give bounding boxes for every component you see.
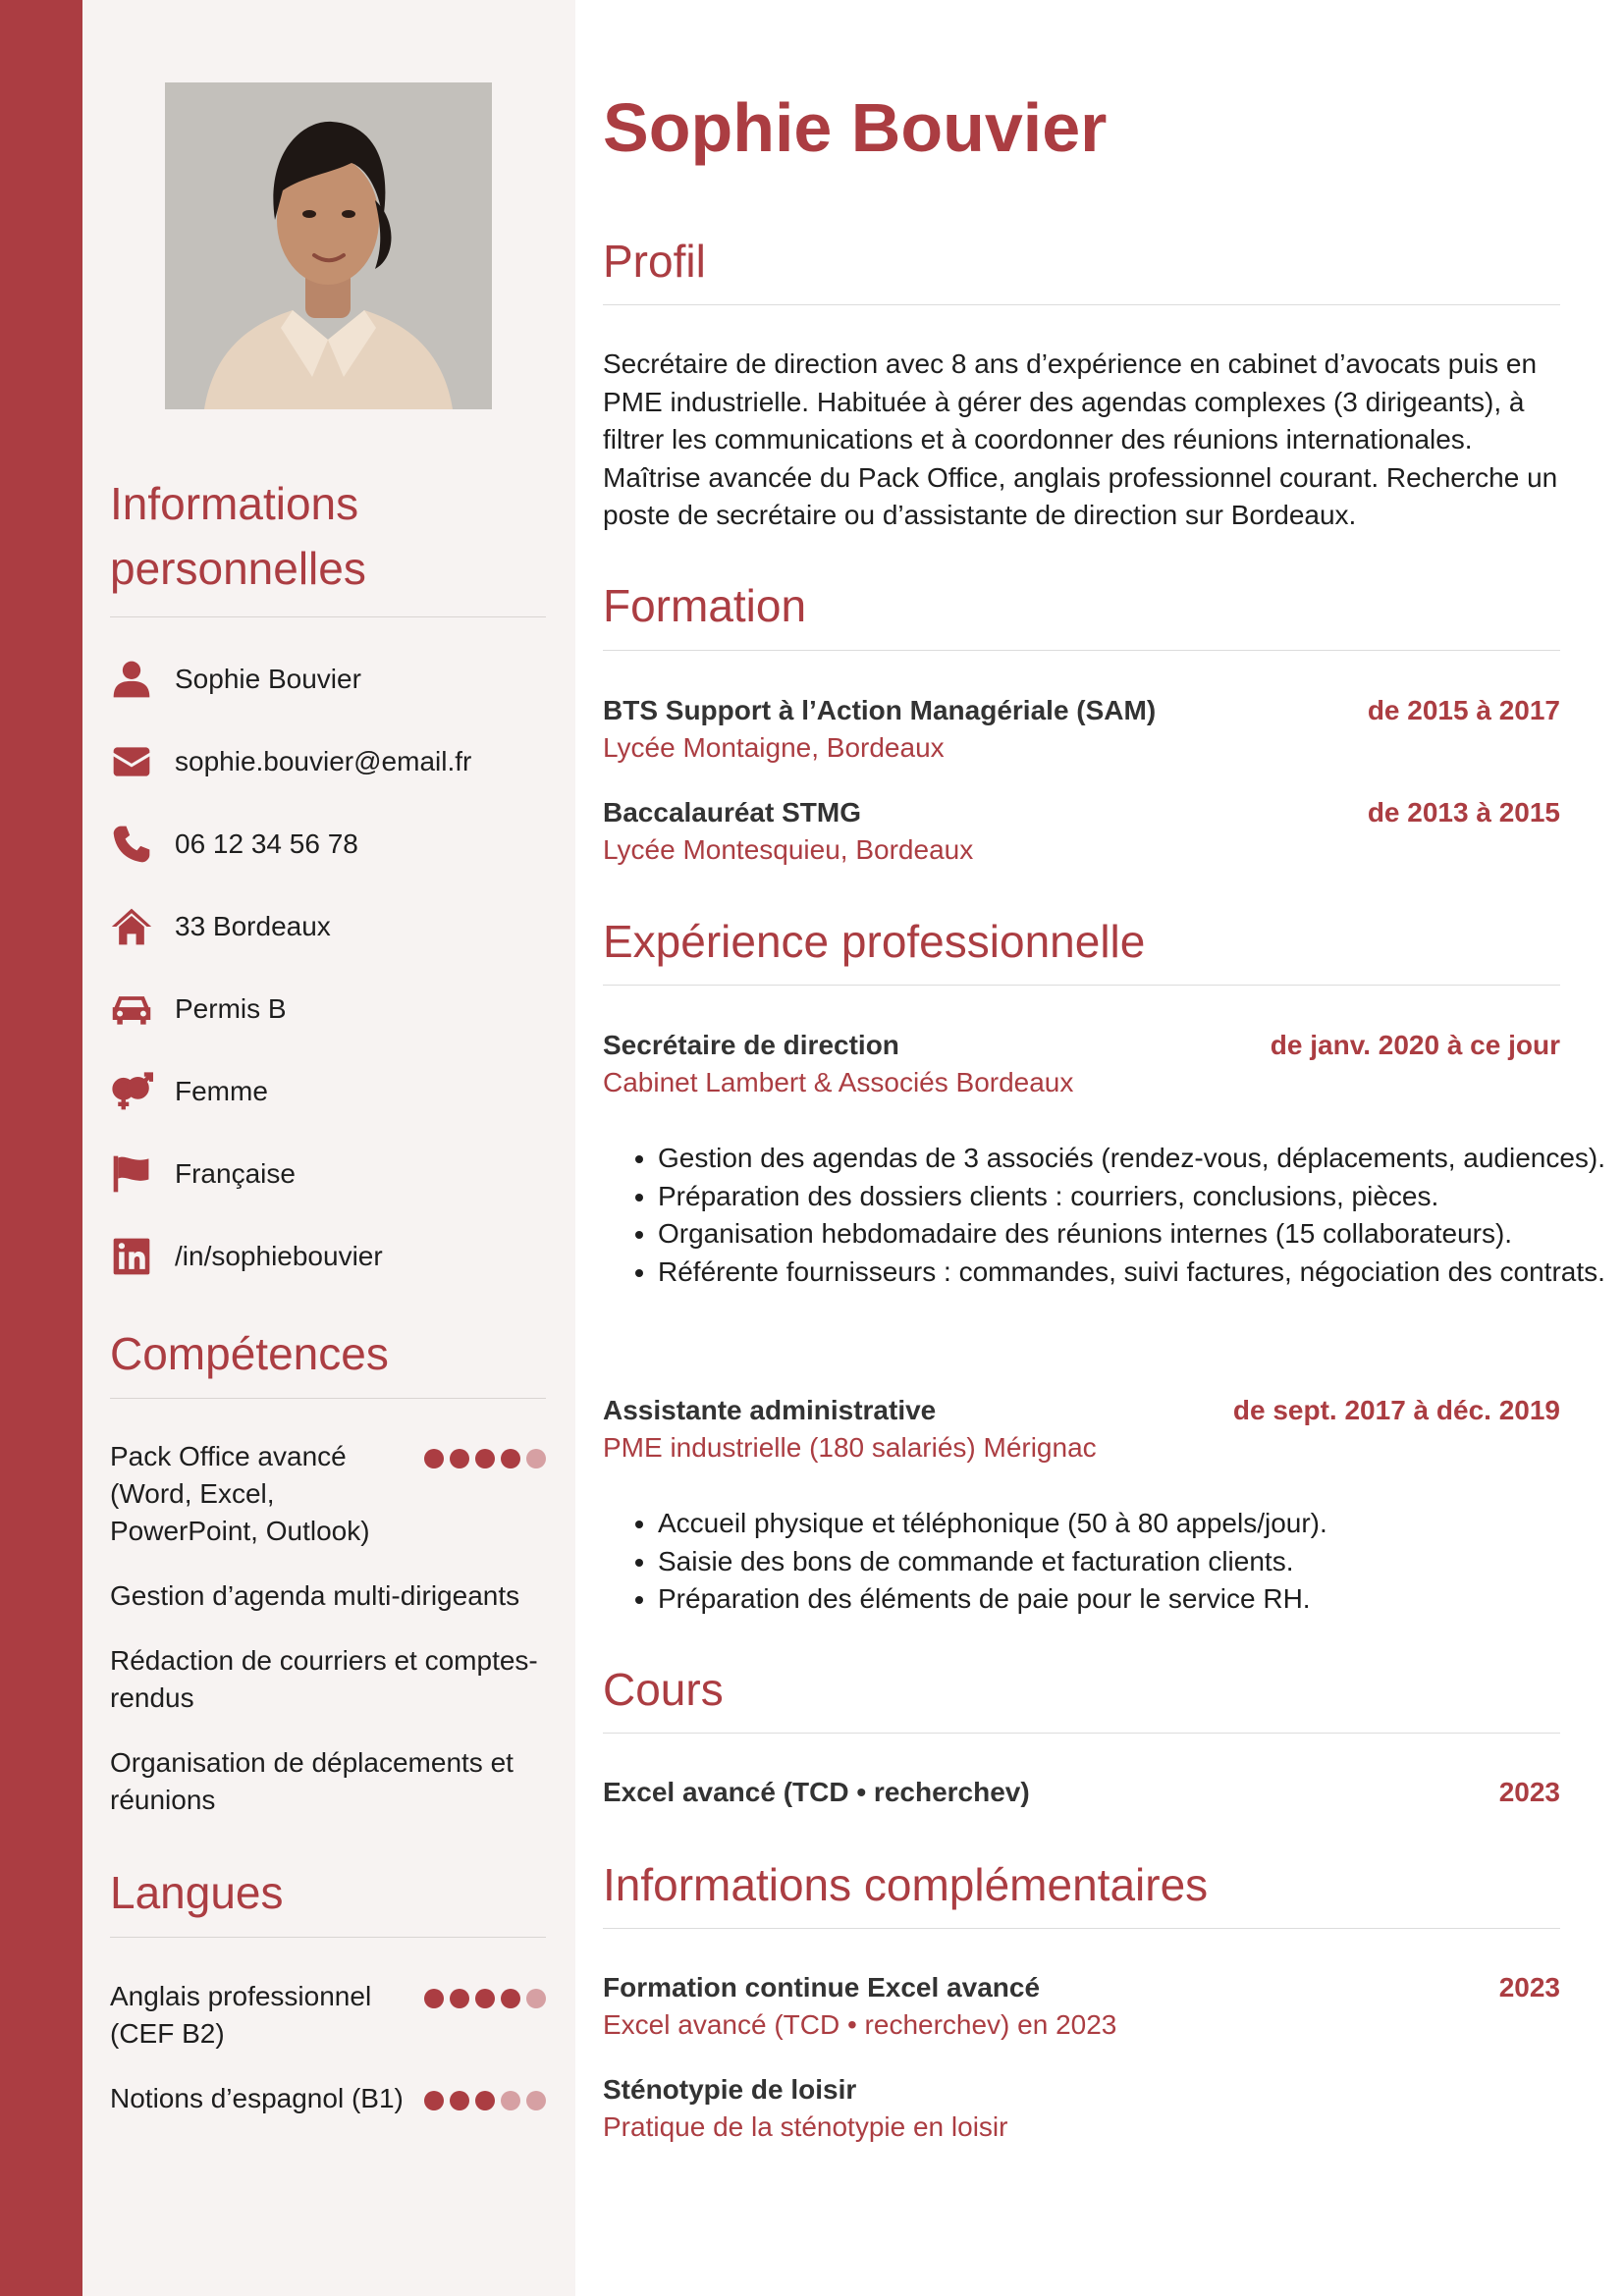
experience-entry xyxy=(603,1392,1560,1429)
extra-title: Formation continue Excel avancé xyxy=(603,1972,1041,2002)
school-name: Lycée Montaigne, Bordeaux xyxy=(603,732,945,763)
profile-photo xyxy=(165,82,492,409)
level-dot xyxy=(475,1989,495,2008)
info-row-gender xyxy=(110,1050,546,1133)
courses-heading: Cours xyxy=(603,1664,724,1715)
accent-bar xyxy=(0,0,82,2296)
job-tasks xyxy=(603,1140,1615,1291)
level-dot xyxy=(526,1989,546,2008)
level-dot xyxy=(450,1989,469,2008)
extra-entry xyxy=(603,2071,1560,2109)
info-row-name xyxy=(110,638,546,721)
linkedin-icon xyxy=(110,1235,153,1278)
level-dot xyxy=(475,1449,495,1468)
extra-info-heading: Informations complémentaires xyxy=(603,1859,1209,1910)
task-item: • Préparation des dossiers clients : courriers, conclusions, pièces. xyxy=(658,1178,1615,1216)
skill-name: Pack Office avancé (Word, Excel, PowerPoint, Outlook) xyxy=(110,1441,370,1546)
info-text: 33 Bordeaux xyxy=(175,911,331,941)
flag-icon xyxy=(110,1152,153,1196)
info-row-linkedin xyxy=(110,1215,546,1298)
email-link[interactable]: sophie.bouvier@email.fr xyxy=(175,746,472,776)
candidate-name: Sophie Bouvier xyxy=(603,89,1108,166)
divider xyxy=(110,1398,546,1399)
education-entry xyxy=(603,794,1560,831)
info-row-address xyxy=(110,885,546,968)
date-range: de 2015 à 2017 xyxy=(1367,695,1560,725)
level-dot xyxy=(450,2091,469,2110)
extra-title: Sténotypie de loisir xyxy=(603,2074,857,2105)
task-item: • Accueil physique et téléphonique (50 à 80 appels/jour). xyxy=(658,1505,1615,1543)
school-name: Lycée Montesquieu, Bordeaux xyxy=(603,834,974,865)
experience-entry xyxy=(603,1027,1560,1064)
task-item: • Référente fournisseurs : commandes, suivi factures, négociation des contrats. xyxy=(658,1254,1615,1292)
skill-name: Gestion d’agenda multi-dirigeants xyxy=(110,1580,520,1611)
education-heading: Formation xyxy=(603,580,807,631)
language-item xyxy=(110,1978,546,2053)
company-name: Cabinet Lambert & Associés Bordeaux xyxy=(603,1067,1074,1097)
person-icon xyxy=(110,658,153,701)
language-level-dots xyxy=(424,2080,546,2117)
divider xyxy=(603,985,1560,986)
language-item xyxy=(110,2080,546,2117)
skill-name: Organisation de déplacements et réunions xyxy=(110,1747,514,1815)
degree-title: Baccalauréat STMG xyxy=(603,797,861,828)
education-entry xyxy=(603,692,1560,729)
info-text: Femme xyxy=(175,1076,268,1106)
level-dot xyxy=(424,1449,444,1468)
level-dot xyxy=(450,1449,469,1468)
job-title: Assistante administrative xyxy=(603,1395,937,1425)
extra-date: 2023 xyxy=(1498,1972,1560,2002)
task-item: • Gestion des agendas de 3 associés (rendez-vous, déplacements, audiences). xyxy=(658,1140,1615,1178)
language-name: Notions d’espagnol (B1) xyxy=(110,2083,404,2113)
profile-text: Secrétaire de direction avec 8 ans d’expérience en cabinet d’avocats puis en PME industrielle. Habituée à gérer des agendas complexes (3 dirigeants), à filtrer les communications et à coordonner des réunions internationales. Maîtrise avancée du Pack Office, anglais professionnel courant. Recherche un poste de secrétaire ou d’assistante de direction sur Bordeaux. xyxy=(603,348,1558,530)
course-date: 2023 xyxy=(1498,1777,1560,1807)
divider xyxy=(603,650,1560,651)
divider xyxy=(603,1928,1560,1929)
skills-heading: Compétences xyxy=(110,1328,389,1379)
level-dot xyxy=(424,1989,444,2008)
course-title: Excel avancé (TCD • recherchev) xyxy=(603,1777,1030,1807)
level-dot xyxy=(501,1449,520,1468)
level-dot xyxy=(501,2091,520,2110)
level-dot xyxy=(526,1449,546,1468)
sidebar xyxy=(82,0,575,2296)
degree-title: BTS Support à l’Action Managériale (SAM) xyxy=(603,695,1157,725)
phone-icon xyxy=(110,823,153,866)
task-item: • Organisation hebdomadaire des réunions internes (15 collaborateurs). xyxy=(658,1215,1615,1254)
profile-heading: Profil xyxy=(603,236,706,287)
language-level-dots xyxy=(424,1978,546,2053)
personal-info-heading: Informations personnelles xyxy=(110,478,366,594)
info-row-license xyxy=(110,968,546,1050)
language-name: Anglais professionnel (CEF B2) xyxy=(110,1981,372,2049)
divider xyxy=(110,1937,546,1938)
date-range: de janv. 2020 à ce jour xyxy=(1270,1030,1560,1060)
task-item: • Saisie des bons de commande et facturation clients. xyxy=(658,1543,1615,1581)
skill-level-dots xyxy=(424,1438,546,1550)
level-dot xyxy=(501,1989,520,2008)
divider xyxy=(110,616,546,617)
job-title: Secrétaire de direction xyxy=(603,1030,899,1060)
extra-description: Excel avancé (TCD • recherchev) en 2023 xyxy=(603,2009,1117,2040)
level-dot xyxy=(526,2091,546,2110)
info-row-email xyxy=(110,721,546,803)
divider xyxy=(603,1733,1560,1734)
personal-info-list xyxy=(110,638,546,1298)
extra-description: Pratique de la sténotypie en loisir xyxy=(603,2111,1008,2142)
course-entry xyxy=(603,1774,1560,1811)
phone-link[interactable]: 06 12 34 56 78 xyxy=(175,828,358,859)
level-dot xyxy=(475,2091,495,2110)
languages-heading: Langues xyxy=(110,1867,284,1918)
job-tasks xyxy=(603,1505,1615,1619)
task-item: • Préparation des éléments de paie pour le service RH. xyxy=(658,1580,1615,1619)
skill-item xyxy=(110,1438,546,1550)
company-name: PME industrielle (180 salariés) Mérignac xyxy=(603,1432,1097,1463)
envelope-icon xyxy=(110,740,153,783)
date-range: de 2013 à 2015 xyxy=(1367,797,1560,828)
skill-item xyxy=(110,1642,546,1717)
home-icon xyxy=(110,905,153,948)
skill-name: Rédaction de courriers et comptes-rendus xyxy=(110,1645,538,1713)
info-text: Sophie Bouvier xyxy=(175,664,361,694)
gender-icon xyxy=(110,1070,153,1113)
info-text: Française xyxy=(175,1158,296,1189)
info-row-nationality xyxy=(110,1133,546,1215)
info-row-phone xyxy=(110,803,546,885)
experience-heading: Expérience professionnelle xyxy=(603,916,1146,967)
skill-item xyxy=(110,1577,546,1615)
skill-item xyxy=(110,1744,546,1819)
date-range: de sept. 2017 à déc. 2019 xyxy=(1232,1395,1560,1425)
level-dot xyxy=(424,2091,444,2110)
info-text: Permis B xyxy=(175,993,287,1024)
extra-entry xyxy=(603,1969,1560,2006)
divider xyxy=(603,304,1560,305)
linkedin-link[interactable]: /in/sophiebouvier xyxy=(175,1241,383,1271)
car-icon xyxy=(110,988,153,1031)
